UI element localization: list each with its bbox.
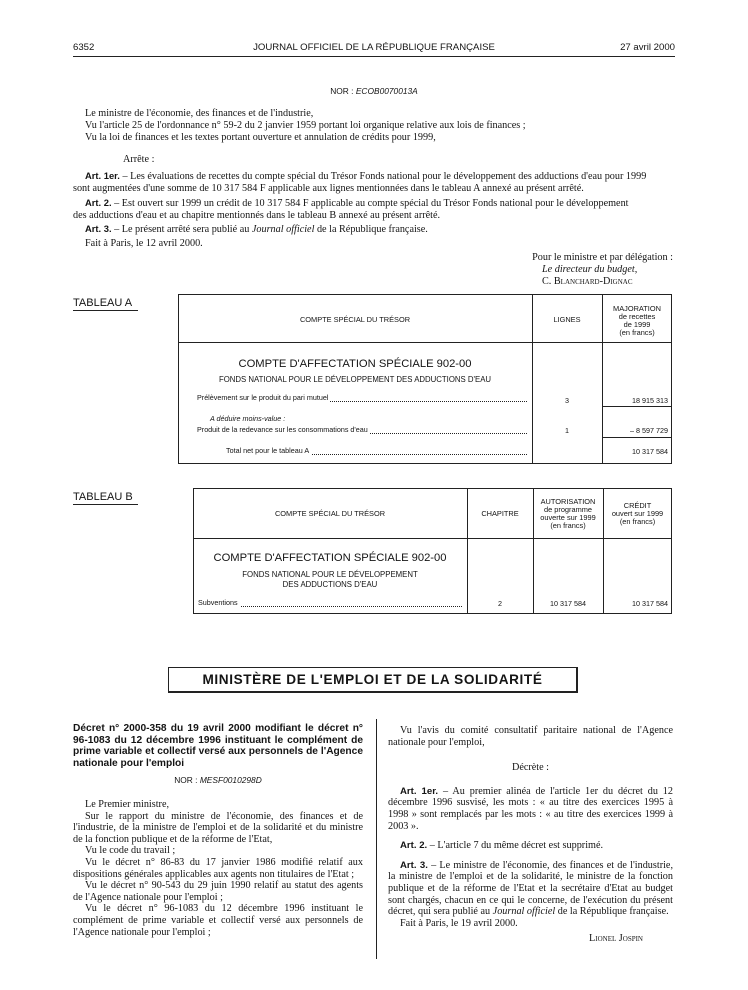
arrete-word: Arrête :: [123, 154, 155, 165]
header-line: (en francs): [550, 521, 586, 530]
decret-left-column: [73, 799, 363, 938]
signature-line: Pour le ministre et par délégation :: [532, 252, 673, 263]
subheading-line: DES ADDUCTIONS D'EAU: [282, 580, 378, 589]
decret-right-column: [388, 725, 673, 945]
tableau-a-col-majoration: [602, 305, 672, 337]
column-divider: [376, 719, 377, 959]
signatory-name: C. Blanchard-Dignac: [542, 276, 633, 287]
header-line: de programme: [543, 505, 593, 514]
article-text: – Le présent arrêté sera publié au: [114, 224, 250, 235]
tableau-a-heading: COMPTE D'AFFECTATION SPÉCIALE 902-00: [238, 358, 472, 370]
decret-nor: [73, 775, 363, 785]
article-label: Art. 1er.: [85, 170, 120, 181]
tableau-a-row1-label: Prélèvement sur le produit du pari mutuel: [197, 393, 329, 402]
decret-title: Décret n° 2000-358 du 19 avril 2000 modifiant le décret n° 96-1083 du 12 décembre 1996 instituant le complément de prime variable et collectif versé aux personnels de l'Agence nationale pour l'emploi: [73, 723, 363, 769]
article-text: – Le ministre de l'économie, des finances et de l'industrie, la ministre de l'emploi et de la solidarité, le ministre de la fonction publique et de la réforme de l'Etat et la secrétaire d'Etat au budget sont chargés, chacun en ce qui le concerne, de l'exécution du présent décret, qui sera publié au: [388, 859, 673, 918]
tableau-b-col-autorisation: [533, 498, 603, 530]
article-label: Art. 3.: [85, 223, 112, 234]
issue-date: 27 avril 2000: [620, 42, 675, 53]
decret-paragraph: Le Premier ministre,: [85, 799, 170, 810]
tableau-a-row2-label: Produit de la redevance sur les consommations d'eau: [197, 425, 368, 434]
tableau-b-col-credit: [603, 502, 672, 526]
decret-paragraph: Vu le décret n° 90-543 du 29 juin 1990 relatif au statut des agents de l'Agence nationale pour l'emploi ;: [73, 880, 363, 903]
arrete-fait: Fait à Paris, le 12 avril 2000.: [85, 238, 203, 249]
tableau-b-col-chapitre: CHAPITRE: [481, 509, 519, 518]
header-line: AUTORISATION: [540, 497, 596, 506]
tableau-a-deduire: A déduire moins-value :: [210, 414, 286, 423]
article-text: de la République française.: [316, 224, 428, 235]
decret-article-2: [388, 840, 673, 852]
header-line: MAJORATION: [613, 304, 661, 313]
preamble-line: Vu la loi de finances et les textes portant ouverture et annulation de crédits pour 1999,: [85, 132, 436, 143]
tableau-a-row2-ligne: 1: [565, 426, 569, 435]
decret-paragraph: Sur le rapport du ministre de l'économie, des finances et de l'industrie, de la ministre de l'emploi et de la solidarité et du ministre de la fonction publique et de la réforme de l'Etat,: [73, 810, 363, 845]
article-text: – Est ouvert sur 1999 un crédit de 10 317 584 F applicable au compte spécial du Trésor Fonds national pour le développement: [114, 198, 629, 209]
article-label: Art. 2.: [400, 840, 428, 852]
arrete-article-1: [73, 170, 678, 195]
article-text: – Au premier alinéa de l'article 1er du décret du 12 décembre 1996 susvisé, les mots : « au titre des exercices 1995 à 1998 » sont remplacés par les mots : « au titre des exercices 1999 à 2003 ».: [388, 785, 673, 832]
tableau-a-subheading: FONDS NATIONAL POUR LE DÉVELOPPEMENT DES ADDUCTIONS D'EAU: [218, 375, 492, 384]
tableau-a-row1-ligne: 3: [565, 396, 569, 405]
header-rule: [73, 56, 675, 57]
tableau-a-total-value: 10 317 584: [632, 447, 668, 456]
tableau-a-title: TABLEAU A: [73, 297, 138, 311]
nor-code: MESF0010298D: [199, 775, 262, 785]
arrete-preamble: [85, 108, 685, 144]
tableau-b-header-rule: [193, 538, 672, 539]
tableau-b-title: TABLEAU B: [73, 491, 138, 505]
tableau-a-row1-value: 18 915 313: [632, 396, 668, 405]
tableau-a-row2-value: – 8 597 729: [630, 426, 668, 435]
decret-article-1: [388, 786, 673, 832]
decret-article-3: [388, 860, 673, 918]
tableau-a-rule: [602, 437, 672, 438]
nor-label: NOR :: [330, 86, 354, 96]
arrete-nor: [0, 86, 748, 96]
arrete-article-3: [85, 223, 680, 236]
tableau-b-col-compte: COMPTE SPÉCIAL DU TRÉSOR: [274, 509, 386, 518]
journal-officiel-italic: Journal officiel: [251, 224, 315, 235]
article-label: Art. 3.: [400, 859, 428, 871]
header-line: ouvert sur 1999: [611, 509, 664, 518]
article-text: de la République française.: [557, 906, 669, 918]
journal-title: JOURNAL OFFICIEL DE LA RÉPUBLIQUE FRANÇAISE: [253, 42, 495, 53]
tableau-b-row-autorisation: 10 317 584: [550, 599, 586, 608]
tableau-b-col-divider: [467, 488, 468, 614]
tableau-a-header-rule: [178, 342, 672, 343]
tableau-b-row-label: Subventions: [198, 598, 238, 607]
page-number: 6352: [73, 42, 95, 53]
tableau-b-subheading: [193, 570, 467, 590]
header-line: CRÉDIT: [623, 501, 652, 510]
article-text: – Les évaluations de recettes du compte spécial du Trésor Fonds national pour le développement des adductions d'eau pour 1999: [122, 171, 647, 182]
arrete-article-2: [73, 197, 678, 222]
decret-paragraph: Vu l'avis du comité consultatif paritaire national de l'Agence nationale pour l'emploi,: [388, 725, 673, 748]
nor-label: NOR :: [174, 775, 198, 785]
arrete-signature: [478, 252, 673, 288]
article-text: – L'article 7 du même décret est supprimé.: [429, 840, 604, 852]
tableau-a-total-label: Total net pour le tableau A: [226, 446, 310, 455]
header-line: (en francs): [619, 517, 656, 526]
decret-fait: Fait à Paris, le 19 avril 2000.: [400, 917, 518, 929]
article-label: Art. 2.: [85, 197, 112, 208]
tableau-a-col-lignes: LIGNES: [553, 315, 581, 324]
tableau-a-col-compte: COMPTE SPÉCIAL DU TRÉSOR: [299, 315, 411, 324]
ministry-banner: MINISTÈRE DE L'EMPLOI ET DE LA SOLIDARITÉ: [168, 667, 578, 693]
preamble-line: Le ministre de l'économie, des finances et de l'industrie,: [85, 108, 314, 119]
journal-officiel-italic: Journal officiel: [492, 906, 556, 918]
article-label: Art. 1er.: [400, 785, 439, 797]
header-line: ouverte sur 1999: [540, 513, 596, 522]
decret-paragraph: Vu le code du travail ;: [85, 845, 176, 857]
header-line: de recettes: [618, 312, 656, 321]
decret-paragraph: Vu le décret n° 86-83 du 17 janvier 1986 modifié relatif aux dispositions générales applicables aux agents non titulaires de l'Etat ;: [73, 856, 363, 880]
article-text: des adductions d'eau et au chapitre mentionnés dans le tableau B annexé au présent arrêté.: [73, 210, 441, 221]
decrete-word: Décrète :: [511, 762, 550, 774]
header-line: de 1999: [623, 320, 651, 329]
decret-signature: Lionel Jospin: [589, 933, 643, 945]
signature-line: Le directeur du budget,: [542, 264, 638, 275]
tableau-b-row-credit: 10 317 584: [632, 599, 668, 608]
tableau-a-rule: [602, 406, 672, 407]
decret-paragraph: Vu le décret n° 96-1083 du 12 décembre 1996 instituant le complément de prime variable et collectif versé aux personnels de l'Agence nationale pour l'emploi ;: [73, 903, 363, 938]
subheading-line: FONDS NATIONAL POUR LE DÉVELOPPEMENT: [242, 570, 418, 579]
tableau-b-heading: COMPTE D'AFFECTATION SPÉCIALE 902-00: [213, 552, 447, 564]
header-line: (en francs): [619, 328, 655, 337]
preamble-line: Vu l'article 25 de l'ordonnance n° 59-2 du 2 janvier 1959 portant loi organique relative aux lois de finances ;: [85, 120, 526, 131]
nor-code: ECOB0070013A: [355, 86, 418, 96]
tableau-b-row-chapitre: 2: [498, 599, 502, 608]
article-text: sont augmentées d'une somme de 10 317 584 F applicable aux lignes mentionnées dans le tableau A annexé au présent arrêté.: [73, 183, 584, 194]
